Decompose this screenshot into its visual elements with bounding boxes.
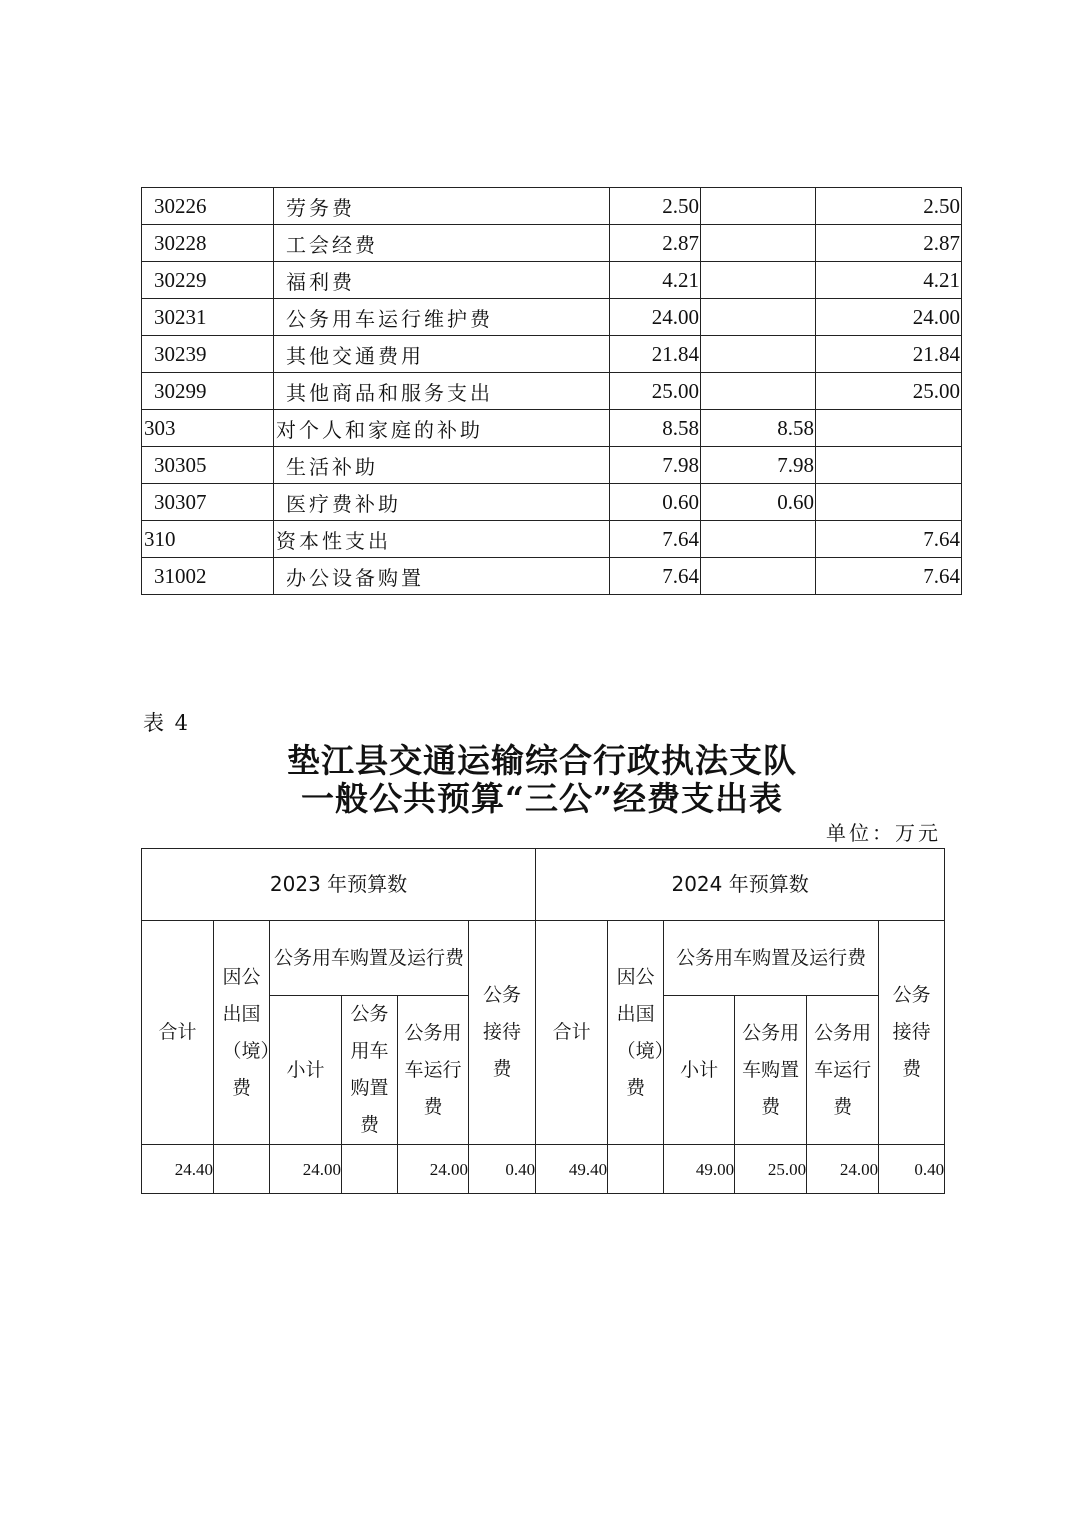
sangong-table — [141, 848, 945, 1194]
col-subtotal-2024: 小计 — [664, 996, 735, 1145]
expense-code: 31002 — [142, 558, 274, 595]
expense-name: 福利费 — [274, 262, 610, 299]
sangong-values-row — [142, 1145, 945, 1194]
value-operation-2024: 24.00 — [807, 1145, 879, 1194]
col-operation-2024: 公务用车运行费 — [807, 996, 879, 1145]
expense-personnel — [701, 521, 816, 558]
col-reception-2023: 公务接待费 — [469, 921, 536, 1145]
expense-personnel — [701, 336, 816, 373]
expense-name: 对个人和家庭的补助 — [274, 410, 610, 447]
expense-personnel — [701, 299, 816, 336]
expense-public: 25.00 — [816, 373, 962, 410]
expense-name: 办公设备购置 — [274, 558, 610, 595]
expense-code: 310 — [142, 521, 274, 558]
expense-code: 30229 — [142, 262, 274, 299]
expense-code: 30226 — [142, 188, 274, 225]
col-reception-2024: 公务接待费 — [879, 921, 945, 1145]
expense-personnel — [701, 262, 816, 299]
col-vehicle-group-2024: 公务用车购置及运行费 — [664, 921, 879, 996]
expense-name: 工会经费 — [274, 225, 610, 262]
expense-total: 7.98 — [610, 447, 701, 484]
col-vehicle-group-2023: 公务用车购置及运行费 — [270, 921, 469, 996]
value-abroad-2024 — [608, 1145, 664, 1194]
expense-total: 8.58 — [610, 410, 701, 447]
year-2023-header: 2023 年预算数 — [142, 849, 536, 921]
expense-public: 2.87 — [816, 225, 962, 262]
value-subtotal-2024: 49.00 — [664, 1145, 735, 1194]
expense-row — [142, 410, 962, 447]
expense-total: 25.00 — [610, 373, 701, 410]
value-purchase-2024: 25.00 — [735, 1145, 807, 1194]
expense-name: 医疗费补助 — [274, 484, 610, 521]
col-total-2024: 合计 — [536, 921, 608, 1145]
expense-personnel — [701, 225, 816, 262]
expense-personnel: 7.98 — [701, 447, 816, 484]
expense-row — [142, 447, 962, 484]
expense-public: 4.21 — [816, 262, 962, 299]
expense-name: 生活补助 — [274, 447, 610, 484]
expense-total: 7.64 — [610, 521, 701, 558]
expense-public — [816, 410, 962, 447]
page-title-line2: 一般公共预算“三公”经费支出表 — [301, 779, 783, 818]
expense-name: 公务用车运行维护费 — [274, 299, 610, 336]
expense-personnel — [701, 373, 816, 410]
expense-row — [142, 336, 962, 373]
expense-total: 2.50 — [610, 188, 701, 225]
col-purchase-2023: 公务用车购置费 — [342, 996, 398, 1145]
page-title-line1: 垫江县交通运输综合行政执法支队 — [287, 741, 797, 780]
expense-total: 0.60 — [610, 484, 701, 521]
expense-total: 21.84 — [610, 336, 701, 373]
expense-name: 资本性支出 — [274, 521, 610, 558]
expense-code: 30231 — [142, 299, 274, 336]
expense-public — [816, 447, 962, 484]
expense-public: 2.50 — [816, 188, 962, 225]
expense-total: 2.87 — [610, 225, 701, 262]
expense-code: 30299 — [142, 373, 274, 410]
expense-row — [142, 521, 962, 558]
value-abroad-2023 — [214, 1145, 270, 1194]
expense-personnel — [701, 558, 816, 595]
value-total-2023: 24.40 — [142, 1145, 214, 1194]
expense-name: 其他商品和服务支出 — [274, 373, 610, 410]
expense-name: 其他交通费用 — [274, 336, 610, 373]
col-abroad-2023: 因公出国（境）费 — [214, 921, 270, 1145]
col-purchase-2024: 公务用车购置费 — [735, 996, 807, 1145]
expense-code: 30228 — [142, 225, 274, 262]
col-abroad-2024: 因公出国（境）费 — [608, 921, 664, 1145]
expense-row — [142, 188, 962, 225]
value-operation-2023: 24.00 — [398, 1145, 469, 1194]
year-2024-header: 2024 年预算数 — [536, 849, 945, 921]
expense-public: 24.00 — [816, 299, 962, 336]
value-reception-2024: 0.40 — [879, 1145, 945, 1194]
table-label: 表 4 — [143, 711, 191, 735]
value-subtotal-2023: 24.00 — [270, 1145, 342, 1194]
value-reception-2023: 0.40 — [469, 1145, 536, 1194]
expense-table-body — [142, 188, 962, 595]
expense-row — [142, 484, 962, 521]
value-total-2024: 49.40 — [536, 1145, 608, 1194]
expense-personnel: 0.60 — [701, 484, 816, 521]
expense-table — [141, 187, 962, 595]
value-purchase-2023 — [342, 1145, 398, 1194]
expense-public: 7.64 — [816, 521, 962, 558]
expense-row — [142, 262, 962, 299]
expense-total: 4.21 — [610, 262, 701, 299]
expense-code: 30307 — [142, 484, 274, 521]
col-subtotal-2023: 小计 — [270, 996, 342, 1145]
col-operation-2023: 公务用车运行费 — [398, 996, 469, 1145]
expense-name: 劳务费 — [274, 188, 610, 225]
expense-personnel: 8.58 — [701, 410, 816, 447]
expense-public — [816, 484, 962, 521]
sangong-header-row — [142, 921, 945, 996]
expense-public: 21.84 — [816, 336, 962, 373]
unit-label: 单位：万元 — [826, 821, 941, 845]
expense-row — [142, 373, 962, 410]
expense-public: 7.64 — [816, 558, 962, 595]
expense-row — [142, 558, 962, 595]
sangong-year-row — [142, 849, 945, 921]
expense-total: 24.00 — [610, 299, 701, 336]
expense-personnel — [701, 188, 816, 225]
expense-code: 30239 — [142, 336, 274, 373]
expense-code: 30305 — [142, 447, 274, 484]
expense-row — [142, 299, 962, 336]
expense-row — [142, 225, 962, 262]
expense-total: 7.64 — [610, 558, 701, 595]
expense-code: 303 — [142, 410, 274, 447]
col-total-2023: 合计 — [142, 921, 214, 1145]
